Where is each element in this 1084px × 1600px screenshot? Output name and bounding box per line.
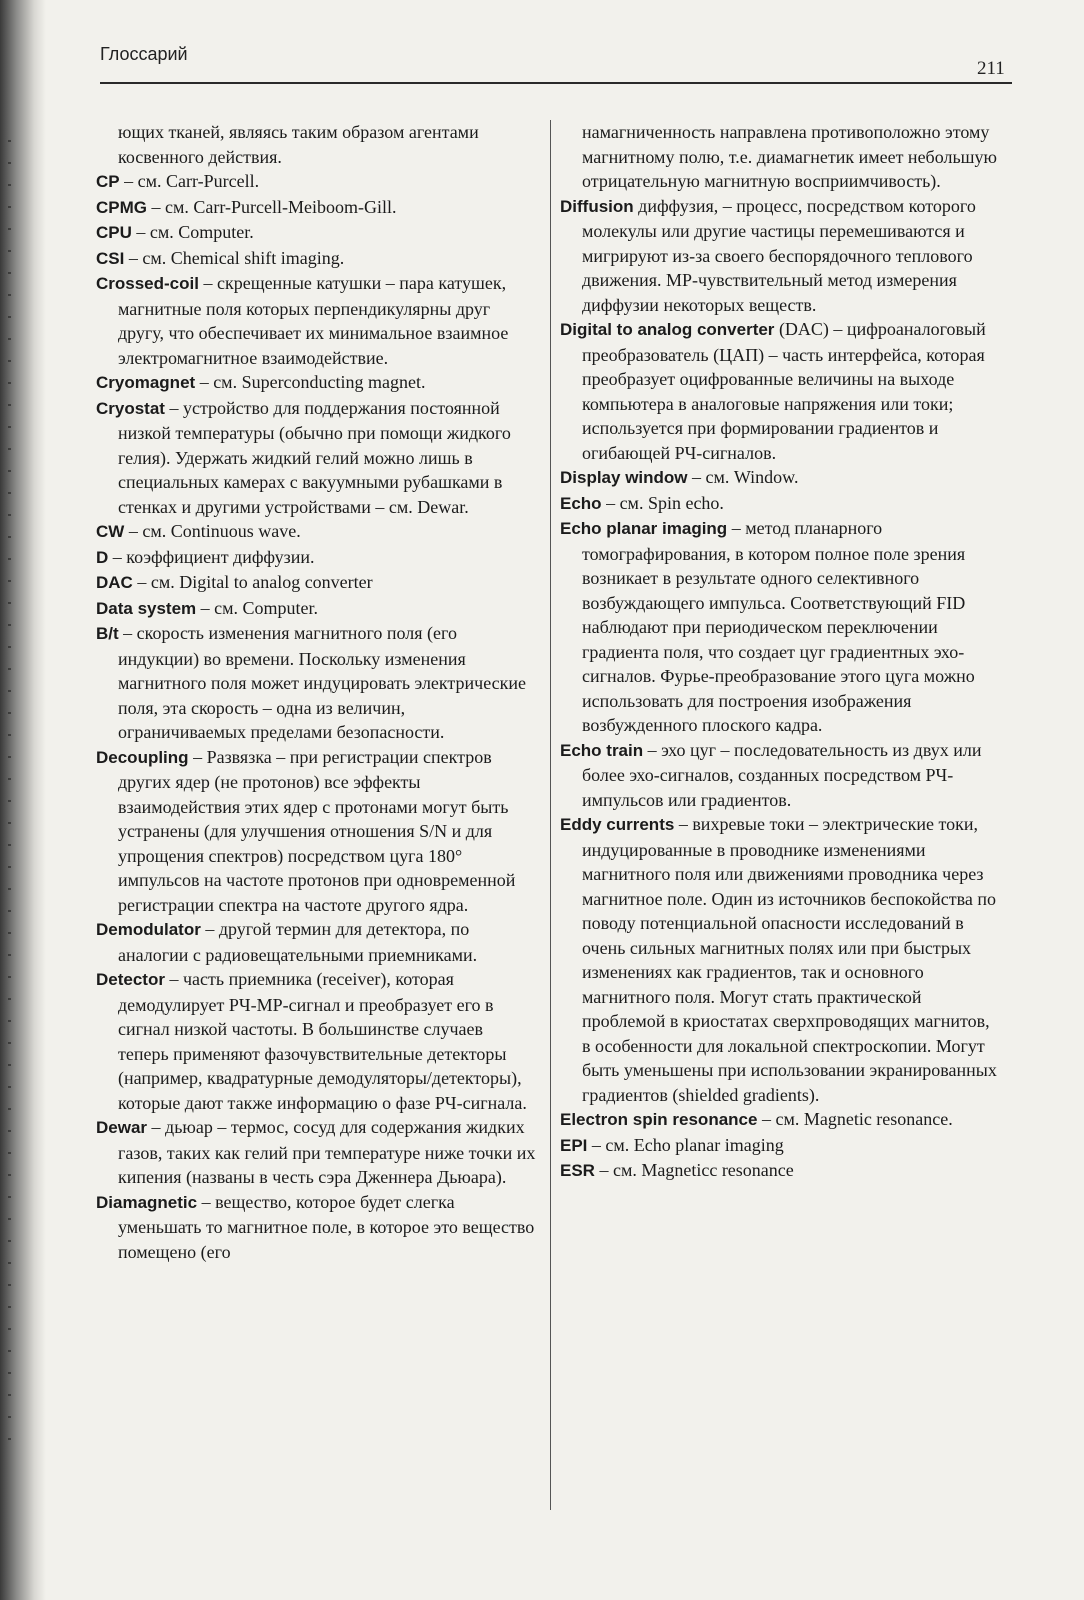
glossary-definition: диффузия, – процесс, посредством которого молекулы или другие частицы перемешиваются и мигрируют из-за своего беспорядочного теплового движения. МР-чувствительный метод измерения диффузии некоторых веществ.	[582, 195, 976, 315]
glossary-entry	[96, 169, 536, 195]
glossary-term: CSI	[96, 248, 125, 268]
glossary-entry	[96, 370, 536, 396]
glossary-term: Digital to analog converter	[560, 320, 775, 339]
glossary-term: Eddy currents	[560, 815, 675, 834]
header-rule	[100, 82, 1012, 84]
glossary-entry	[96, 570, 536, 596]
glossary-entry	[96, 745, 536, 918]
glossary-term: D	[96, 547, 109, 567]
running-header-title: Глоссарий	[100, 44, 188, 64]
right-column	[560, 120, 1000, 1184]
glossary-entries-right	[560, 194, 1000, 1184]
glossary-term: Echo train	[560, 740, 644, 760]
glossary-definition: – скорость изменения магнитного поля (его индукции) во времени. Поскольку изменения магнитного поля может индуцировать электрические поля, эта скорость – одна из величин, ограничиваемых пределами безопасности.	[118, 623, 526, 742]
glossary-entry	[96, 519, 536, 545]
glossary-term: Electron spin resonance	[560, 1110, 758, 1129]
glossary-entry	[560, 516, 1000, 738]
glossary-term: Echo	[560, 493, 602, 513]
glossary-term: Echo planar imaging	[560, 519, 728, 538]
glossary-term: CPMG	[96, 197, 147, 217]
glossary-entry	[96, 246, 536, 272]
continuation-text: намагниченность направлена противоположно этому магнитному полю, т.е. диамагнетик имеет небольшую отрицательную магнитную восприимчивость).	[582, 122, 997, 191]
glossary-definition: – см. Chemical shift imaging.	[124, 247, 345, 268]
glossary-term: Diffusion	[560, 196, 634, 216]
glossary-entry	[96, 545, 536, 571]
glossary-definition: – другой термин для детектора, по аналогии с радиовещательными приемниками.	[118, 919, 478, 965]
glossary-term: Demodulator	[96, 920, 201, 939]
glossary-definition: – устройство для поддержания постоянной низкой температуры (обычно при помощи жидкого гелия). Удержать жидкий гелий можно лишь в специальных камерах с вакуумными рубашками в стенках и другими устройствами – см. Dewar.	[118, 397, 511, 517]
glossary-entry	[96, 195, 536, 221]
glossary-term: Diamagnetic	[96, 1192, 198, 1212]
glossary-definition: – вещество, которое будет слегка уменьшать то магнитное поле, в которое это вещество помещено (его	[118, 1191, 535, 1262]
glossary-definition: – см. Digital to analog converter	[132, 572, 373, 592]
glossary-entry	[96, 967, 536, 1115]
glossary-term: Crossed-coil	[96, 274, 199, 293]
glossary-entry	[96, 1190, 536, 1265]
glossary-entry	[560, 317, 1000, 465]
glossary-term: Decoupling	[96, 747, 189, 767]
glossary-entry	[560, 1107, 1000, 1133]
glossary-definition: – часть приемника (receiver), которая демодулирует РЧ-МР-сигнал и преобразует его в сигнал низкой частоты. В большинстве случаев теперь применяют фазочувствительные детекторы (например, квадратурные демодуляторы/детекторы), которые дают также информацию о фазе РЧ-сигнала.	[118, 969, 527, 1113]
glossary-term: Display window	[560, 468, 688, 487]
glossary-term: CPU	[96, 223, 132, 242]
glossary-term: ESR	[560, 1161, 595, 1180]
binding-perforation	[8, 140, 11, 1440]
glossary-definition: – метод планарного томографирования, в котором полное поле зрения возникает в результате одного селективного возбуждающего импульса. Соответствующий FID наблюдают при периодическом переключении градиента поля, что создает цуг градиентных эхо-сигналов. Фурье-преобразование этого цуга можно использовать для построения изображения возбужденного плоского кадра.	[582, 518, 975, 735]
glossary-definition: – дьюар – термос, сосуд для содержания жидких газов, таких как гелий при температуре ниже точки их кипения (названы в честь сэра Дженнера Дьюара).	[118, 1117, 536, 1187]
glossary-definition: – см. Carr-Purcell-Meiboom-Gill.	[147, 196, 397, 217]
glossary-definition: – вихревые токи – электрические токи, индуцированные в проводнике изменениями магнитного поля или движениями проводника через магнитное поле. Один из источников беспокойства по поводу потенциальной опасности исследований в очень сильных магнитных полях или при быстрых изменениях как градиентов, так и основного магнитного поля. Могут стать практической проблемой в криостатах сверхпроводящих магнитов, в особенности для локальной спектроскопии. Могут быть уменьшены при использовании экранированных градиентов (shielded gradients).	[582, 814, 997, 1105]
glossary-entry	[96, 271, 536, 370]
glossary-definition: – см. Continuous wave.	[124, 521, 301, 541]
glossary-entry	[560, 1158, 1000, 1184]
left-column	[96, 120, 536, 1264]
glossary-definition: – коэффициент диффузии.	[108, 546, 315, 567]
glossary-entry	[560, 1133, 1000, 1159]
glossary-term: Cryostat	[96, 398, 165, 418]
glossary-definition: – см. Superconducting magnet.	[195, 372, 426, 392]
glossary-definition: – см. Echo planar imaging	[587, 1134, 784, 1155]
glossary-term: CW	[96, 522, 125, 541]
glossary-definition: – см. Computer.	[131, 222, 254, 242]
column-divider	[550, 120, 551, 1510]
glossary-definition: – см. Window.	[687, 467, 799, 487]
glossary-term: Data system	[96, 598, 197, 618]
glossary-definition: – см. Magneticc resonance	[594, 1160, 794, 1180]
glossary-definition: – скрещенные катушки – пара катушек, магнитные поля которых перпендикулярны друг другу, что обеспечивает их минимальное взаимное электромагнитное взаимодействие.	[118, 273, 509, 368]
glossary-entries-left	[96, 169, 536, 1264]
glossary-entry	[96, 396, 536, 520]
continuation-text: ющих тканей, являясь таким образом агентами косвенного действия.	[118, 122, 479, 167]
glossary-entry	[96, 1115, 536, 1190]
glossary-definition: – см. Magnetic resonance.	[757, 1109, 953, 1129]
glossary-entry	[560, 465, 1000, 491]
glossary-term: Dewar	[96, 1118, 148, 1137]
glossary-definition: – см. Computer.	[196, 597, 319, 618]
glossary-entry	[560, 738, 1000, 813]
glossary-entry	[560, 194, 1000, 318]
glossary-term: DAC	[96, 573, 133, 592]
glossary-term: CP	[96, 172, 120, 191]
glossary-definition: (DAC) – цифроаналоговый преобразователь (ЦАП) – часть интерфейса, которая преобразует оцифрованные величины на выходе компьютера в аналоговые напряжения или токи; используется при формировании градиентов и огибающей РЧ-сигналов.	[582, 319, 986, 463]
glossary-term: Cryomagnet	[96, 373, 196, 392]
glossary-definition: – см. Carr-Purcell.	[119, 171, 260, 191]
glossary-definition: – Развязка – при регистрации спектров других ядер (не протонов) все эффекты взаимодействия этих ядер с протонами могут быть устранены (для улучшения отношения S/N и для упрощения спектров) посредством цуга 180° импульсов на частоте протонов при одновременной регистрации спектра на частоте другого ядра.	[118, 746, 516, 915]
page-number: 211	[977, 58, 1005, 79]
glossary-term: Detector	[96, 970, 165, 989]
glossary-entry	[96, 621, 536, 745]
glossary-term: EPI	[560, 1135, 588, 1155]
glossary-term: B/t	[96, 624, 119, 643]
glossary-entry	[96, 917, 536, 967]
glossary-entry	[560, 812, 1000, 1107]
glossary-definition: – см. Spin echo.	[601, 492, 724, 513]
glossary-entry	[96, 220, 536, 246]
glossary-definition: – эхо цуг – последовательность из двух или более эхо-сигналов, созданных посредством РЧ-импульсов или градиентов.	[582, 739, 982, 810]
glossary-entry	[560, 491, 1000, 517]
binding-shadow	[0, 0, 46, 1600]
glossary-entry	[96, 596, 536, 622]
